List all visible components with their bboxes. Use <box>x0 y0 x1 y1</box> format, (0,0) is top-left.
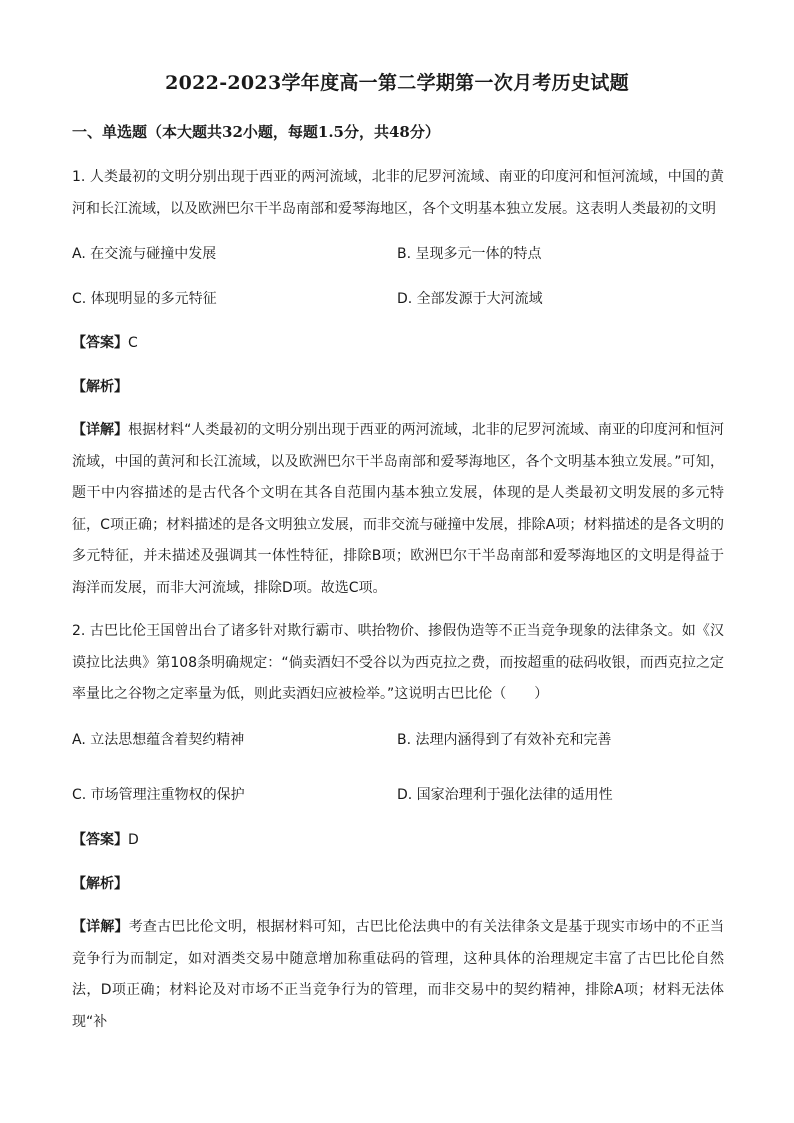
detail-text: 考查古巴比伦文明，根据材料可知，古巴比伦法典中的有关法律条文是基于现实市场中的不正当竞争行为而制定，如对酒类交易中随意增加称重砝码的管理，这种具体的治理规定丰富了古巴比伦自然法，D项正确；材料论及对市场不正当竞争行为的管理，而非交易中的契约精神，排除A项；材料无法体现“补 <box>72 919 725 1030</box>
question-2-stem: 2. 古巴比伦王国曾出台了诸多针对欺行霸市、哄抬物价、掺假伪造等不正当竞争现象的法律条文。如《汉谟拉比法典》第108条明确规定：“倘卖酒妇不受谷以为西克拉之费，而按超重的砝码收银，而西克拉之定率量比之谷物之定率量为低，则此卖酒妇应被检举。”这说明古巴比伦（ ） <box>72 623 724 702</box>
q2-option-a: A. 立法思想蕴含着契约精神 <box>72 732 245 748</box>
answer-value: D <box>128 832 139 848</box>
q1-option-a: A. 在交流与碰撞中发展 <box>72 246 217 262</box>
q2-option-b: B. 法理内涵得到了有效补充和完善 <box>397 732 612 748</box>
q1-option-d: D. 全部发源于大河流域 <box>397 291 543 307</box>
detail-text: 根据材料“人类最初的文明分别出现于西亚的两河流域，北非的尼罗河流域、南亚的印度河和恒河流域，中国的黄河和长江流域，以及欧洲巴尔干半岛南部和爱琴海地区，各个文明基本独立发展。”可知，题干中内容描述的是古代各个文明在其各自范围内基本独立发展，体现的是人类最初文明发展的多元特征，C项正确；材料描述的是各文明独立发展，而非交流与碰撞中发展，排除A项；材料描述的是各文明的多元特征，并未描述及强调其一体性特征，排除B项；欧洲巴尔干半岛南部和爱琴海地区的文明是得益于海洋而发展，而非大河流域，排除D项。故选C项。 <box>72 422 724 596</box>
q1-analysis-tag: 【解析】 <box>72 379 128 395</box>
page-title: 2022-2023学年度高一第二学期第一次月考历史试题 <box>165 72 629 94</box>
answer-tag: 【答案】 <box>72 832 128 848</box>
q2-option-d: D. 国家治理利于强化法律的适用性 <box>397 787 613 803</box>
q2-option-c: C. 市场管理注重物权的保护 <box>72 787 245 803</box>
q1-answer <box>72 332 138 352</box>
detail-tag: 【详解】 <box>72 919 129 935</box>
q1-option-c: C. 体现明显的多元特征 <box>72 291 217 307</box>
answer-tag: 【答案】 <box>72 335 128 351</box>
detail-tag: 【详解】 <box>72 422 129 438</box>
question-1-stem: 1. 人类最初的文明分别出现于西亚的两河流域，北非的尼罗河流域、南亚的印度河和恒河流域，中国的黄河和长江流域，以及欧洲巴尔干半岛南部和爱琴海地区，各个文明基本独立发展。这表明人类最初的文明 <box>72 169 724 217</box>
q1-detail <box>72 415 724 604</box>
answer-value: C <box>128 335 138 351</box>
q2-analysis-tag: 【解析】 <box>72 876 128 892</box>
section-heading: 一、单选题（本大题共32小题，每题1.5分，共48分） <box>72 123 440 141</box>
q2-detail <box>72 912 724 1038</box>
q2-answer <box>72 829 139 849</box>
q1-option-b: B. 呈现多元一体的特点 <box>397 246 542 262</box>
